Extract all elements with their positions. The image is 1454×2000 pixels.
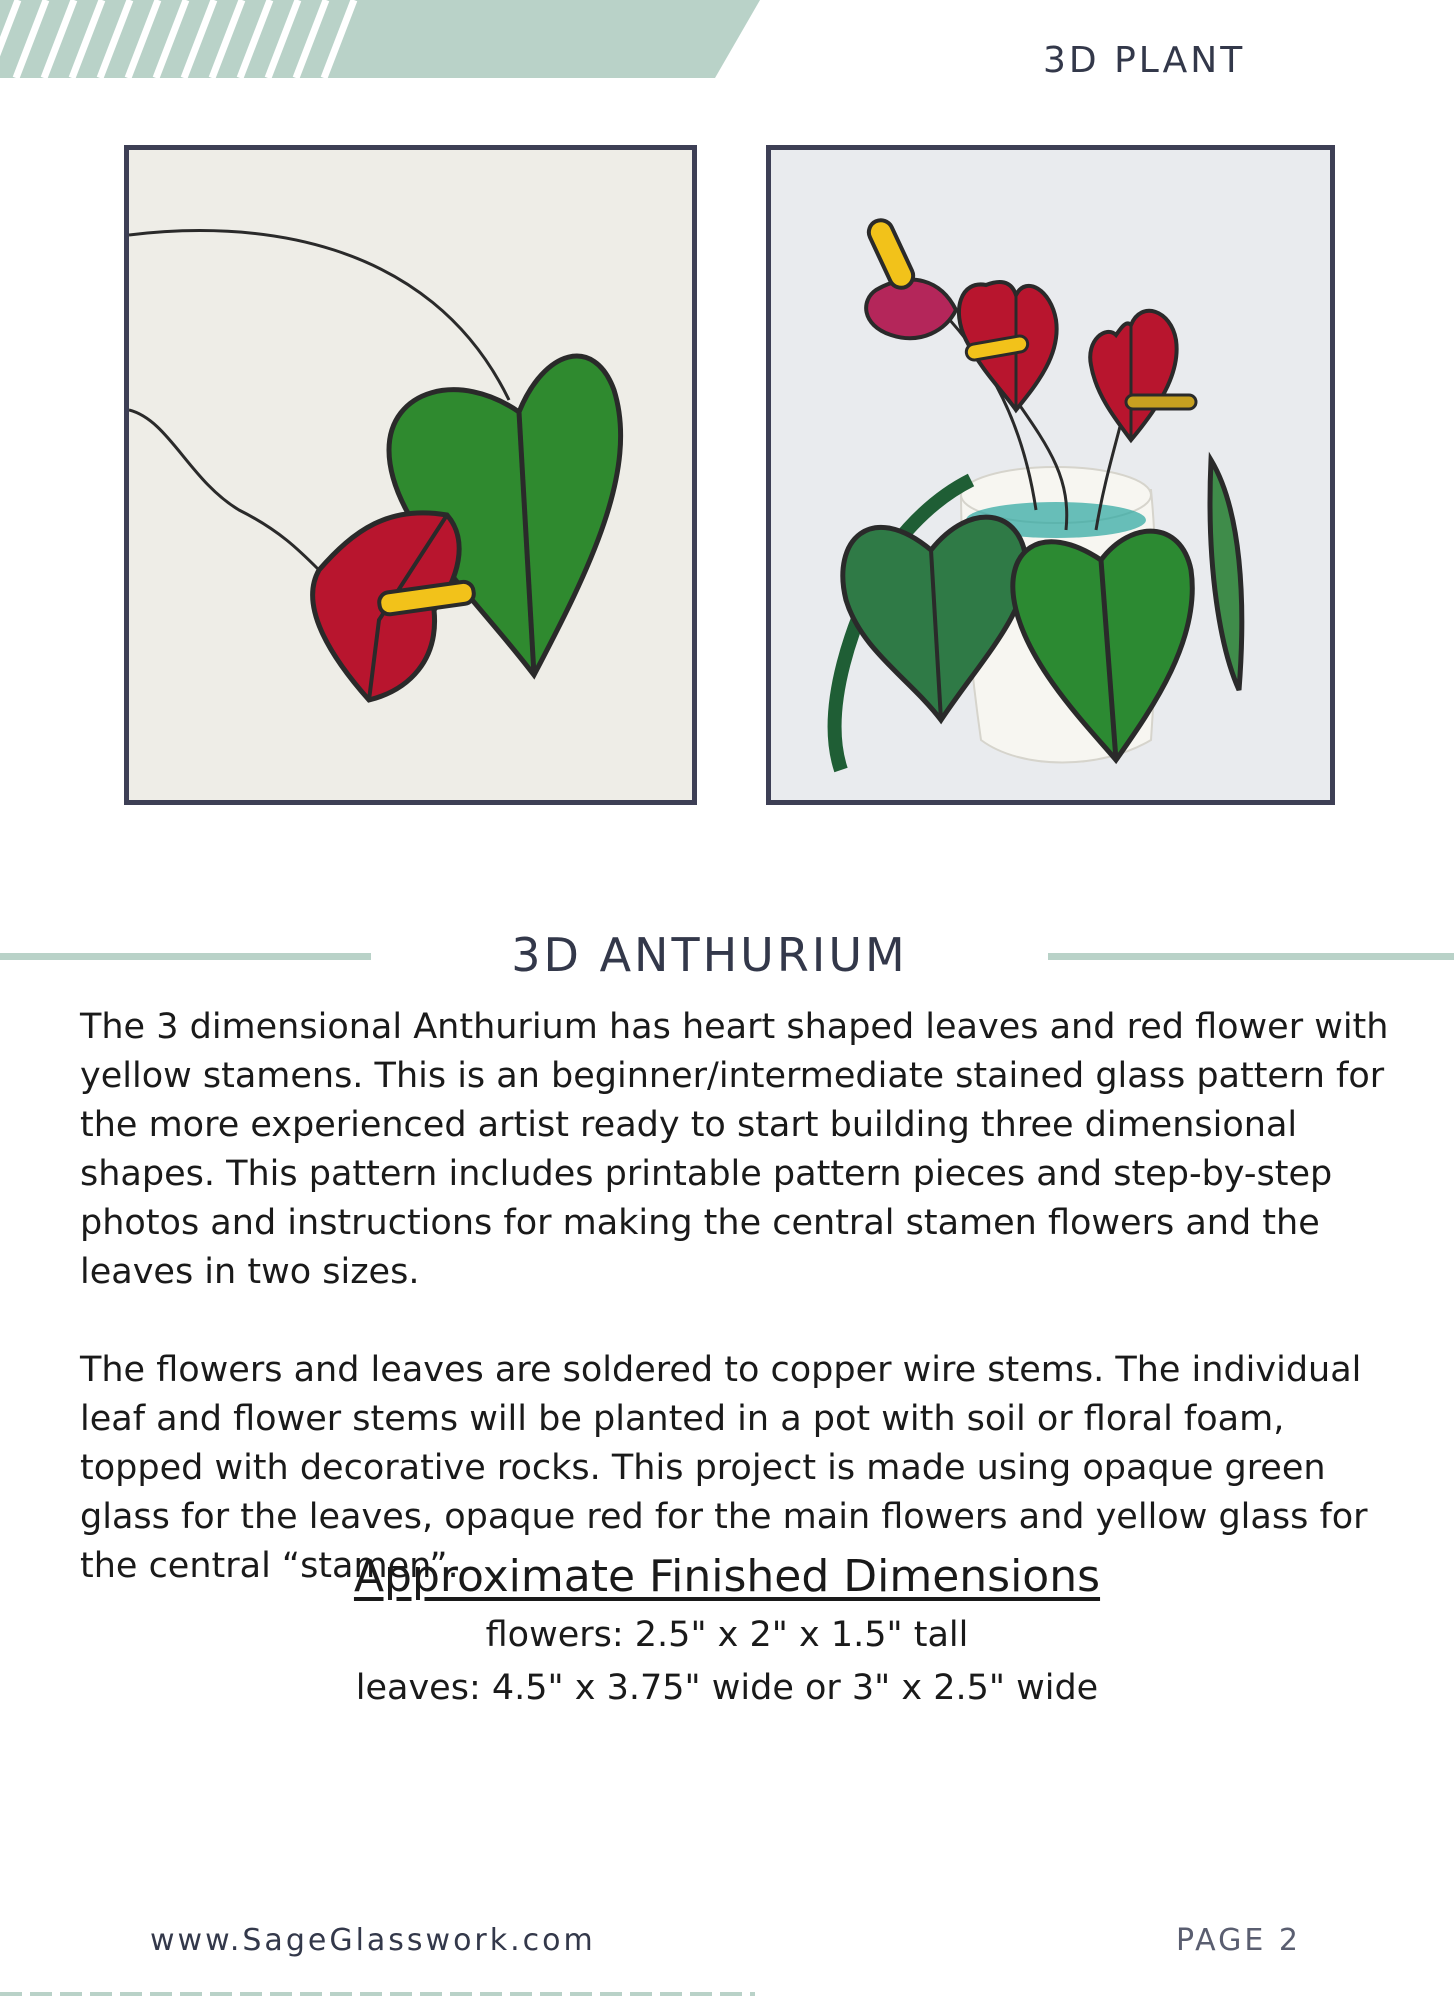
footer-website: www.SageGlasswork.com <box>150 1923 596 1958</box>
plant-illustration <box>771 150 1330 800</box>
photo-anthurium-flower-leaf <box>124 145 697 805</box>
description <box>80 1003 1400 1591</box>
footer-dashed-rule <box>0 1992 755 1996</box>
dimensions-leaves: leaves: 4.5" x 3.75" wide or 3" x 2.5" wide <box>355 1668 1099 1708</box>
header-banner <box>0 0 760 78</box>
dimensions-flowers: flowers: 2.5" x 2" x 1.5" tall <box>485 1615 969 1655</box>
footer-page-number: PAGE 2 <box>1176 1923 1301 1958</box>
section-title: 3D ANTHURIUM <box>511 928 908 982</box>
photo-anthurium-plant <box>766 145 1335 805</box>
dimensions-block <box>200 1545 1254 1715</box>
flower-leaf-illustration <box>129 150 692 800</box>
section-divider-right <box>1048 953 1454 960</box>
header-label: 3D PLANT <box>1043 40 1246 81</box>
section-divider-left <box>0 953 371 960</box>
description-paragraph: The 3 dimensional Anthurium has heart shaped leaves and red flower with yellow stamens. This is an beginner/intermediate stained glass pattern for the more experienced artist ready to start building three dimensional shapes. This pattern includes printable pattern pieces and step-by-step photos and instructions for making the central stamen flowers and the leaves in two sizes. <box>80 1007 1389 1292</box>
dimensions-heading: Approximate Finished Dimensions <box>353 1551 1101 1602</box>
description-paragraph: The flowers and leaves are soldered to copper wire stems. The individual leaf and flower stems will be planted in a pot with soil or floral foam, topped with decorative rocks. This project is made using opaque green glass for the leaves, opaque red for the main flowers and yellow glass for the central “stamen”. <box>80 1350 1368 1586</box>
